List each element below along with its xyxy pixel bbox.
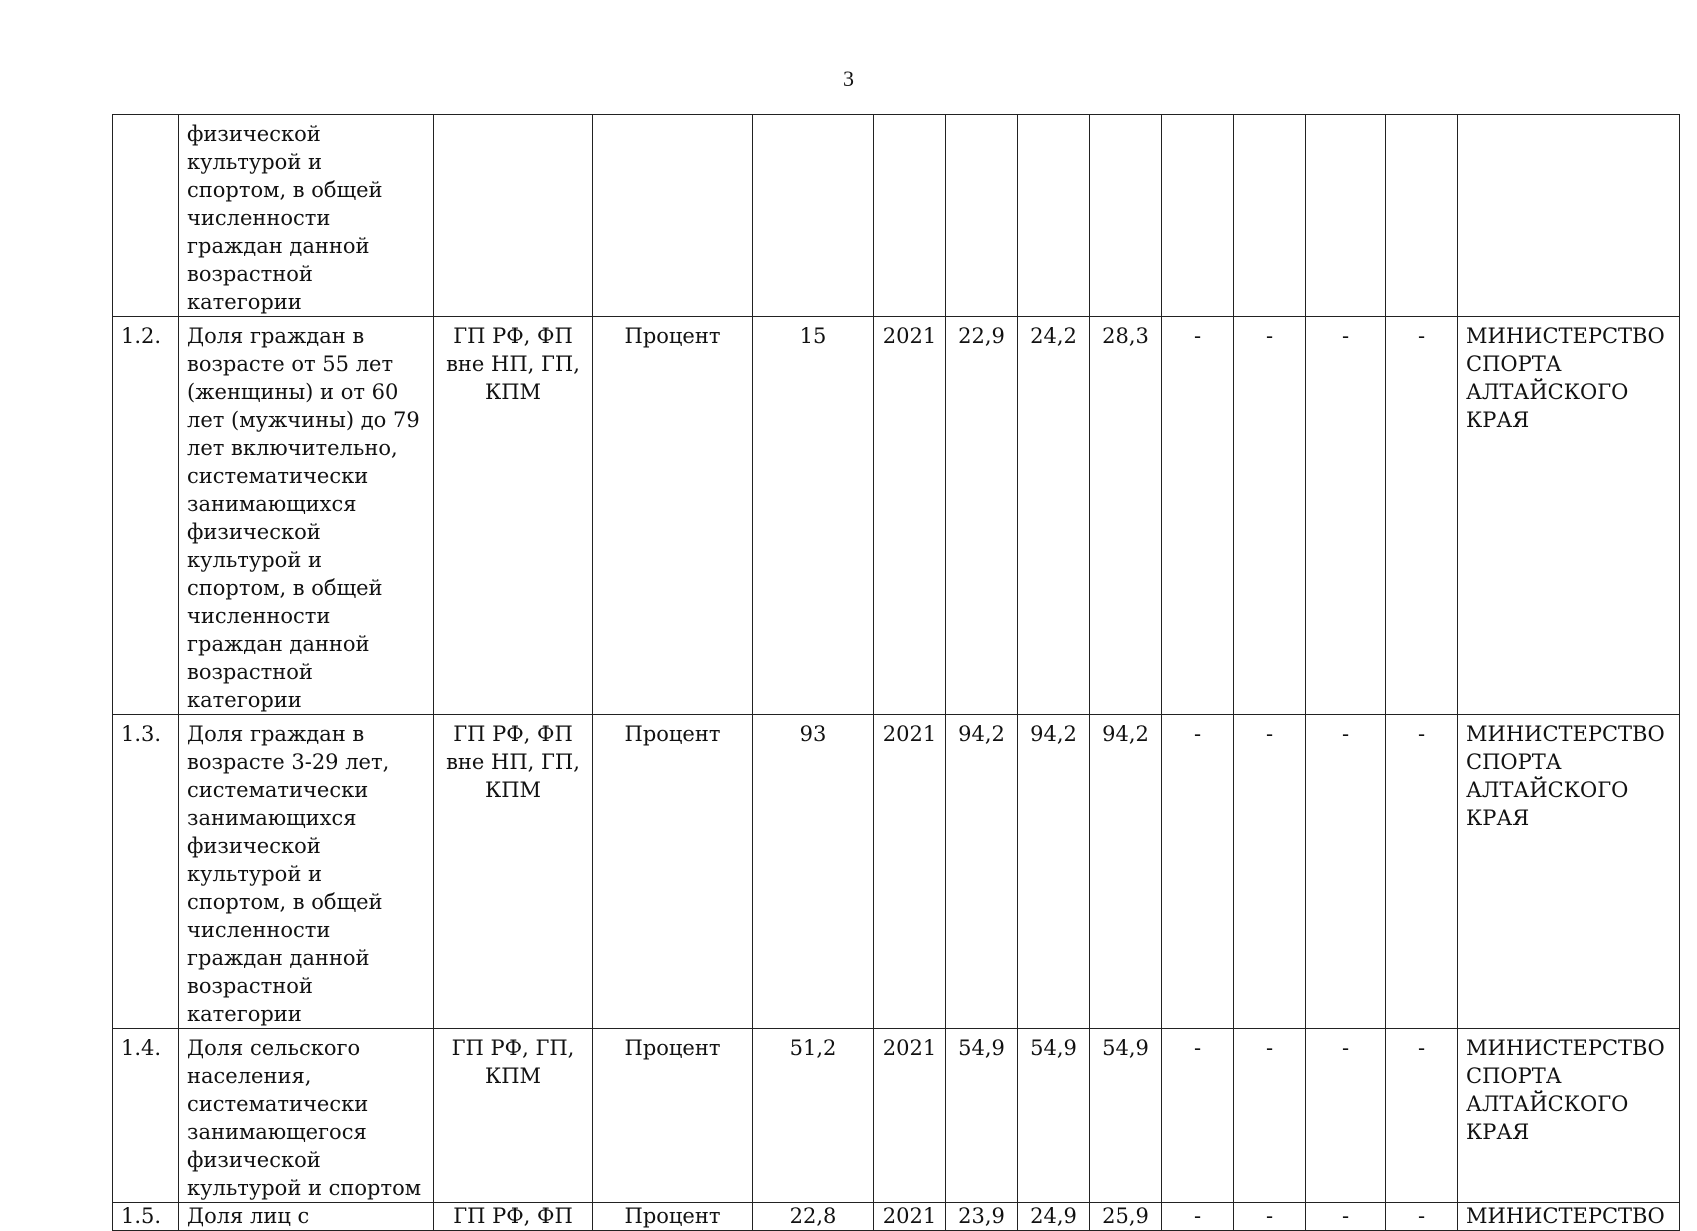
base-year-cell [874, 115, 946, 317]
page-number: 3 [843, 66, 854, 91]
table-row [113, 1029, 1680, 1203]
responsible-cell [1458, 115, 1680, 317]
value-cell-6 [1306, 115, 1386, 317]
base-value-cell: 93 [753, 715, 874, 1029]
value-cell-4: - [1162, 1029, 1234, 1203]
unit-cell: Процент [593, 317, 753, 715]
value-cell-7: - [1386, 1203, 1458, 1231]
value-cell-7: - [1386, 715, 1458, 1029]
table-row [113, 115, 1680, 317]
value-cell-1: 22,9 [946, 317, 1018, 715]
indicator-name: физической культурой и спортом, в общей численности граждан данной возрастной категории [179, 115, 434, 317]
value-cell-5 [1234, 115, 1306, 317]
value-cell-6: - [1306, 1029, 1386, 1203]
source-cell: ГП РФ, ФП [434, 1203, 593, 1231]
row-number: 1.3. [113, 715, 179, 1029]
unit-cell: Процент [593, 715, 753, 1029]
base-value-cell: 15 [753, 317, 874, 715]
value-cell-7: - [1386, 1029, 1458, 1203]
row-number: 1.4. [113, 1029, 179, 1203]
value-cell-2: 54,9 [1018, 1029, 1090, 1203]
value-cell-4 [1162, 115, 1234, 317]
unit-cell: Процент [593, 1029, 753, 1203]
value-cell-2 [1018, 115, 1090, 317]
source-cell: ГП РФ, ФП вне НП, ГП, КПМ [434, 715, 593, 1029]
value-cell-2: 24,2 [1018, 317, 1090, 715]
base-value-cell [753, 115, 874, 317]
source-cell: ГП РФ, ГП, КПМ [434, 1029, 593, 1203]
value-cell-7: - [1386, 317, 1458, 715]
table-row [113, 1203, 1680, 1231]
value-cell-1: 54,9 [946, 1029, 1018, 1203]
value-cell-3 [1090, 115, 1162, 317]
value-cell-5: - [1234, 1203, 1306, 1231]
table-row [113, 715, 1680, 1029]
value-cell-5: - [1234, 1029, 1306, 1203]
responsible-cell: МИНИСТЕРСТВО СПОРТА АЛТАЙСКОГО КРАЯ [1458, 1029, 1680, 1203]
table-row [113, 317, 1680, 715]
row-number [113, 115, 179, 317]
row-number: 1.5. [113, 1203, 179, 1231]
source-cell: ГП РФ, ФП вне НП, ГП, КПМ [434, 317, 593, 715]
value-cell-1 [946, 115, 1018, 317]
value-cell-2: 94,2 [1018, 715, 1090, 1029]
value-cell-2: 24,9 [1018, 1203, 1090, 1231]
unit-cell: Процент [593, 1203, 753, 1231]
value-cell-1: 94,2 [946, 715, 1018, 1029]
value-cell-4: - [1162, 317, 1234, 715]
value-cell-4: - [1162, 715, 1234, 1029]
indicator-name: Доля сельского населения, систематически занимающегося физической культурой и спортом [179, 1029, 434, 1203]
base-year-cell: 2021 [874, 317, 946, 715]
value-cell-5: - [1234, 317, 1306, 715]
value-cell-3: 54,9 [1090, 1029, 1162, 1203]
indicator-name: Доля граждан в возрасте 3-29 лет, систематически занимающихся физической культурой и спортом, в общей численности граждан данной возрастной категории [179, 715, 434, 1029]
indicators-table [112, 114, 1680, 1231]
responsible-cell: МИНИСТЕРСТВО СПОРТА АЛТАЙСКОГО КРАЯ [1458, 317, 1680, 715]
base-value-cell: 22,8 [753, 1203, 874, 1231]
indicator-name: Доля лиц с [179, 1203, 434, 1231]
value-cell-3: 25,9 [1090, 1203, 1162, 1231]
base-value-cell: 51,2 [753, 1029, 874, 1203]
value-cell-7 [1386, 115, 1458, 317]
value-cell-6: - [1306, 317, 1386, 715]
indicator-name: Доля граждан в возрасте от 55 лет (женщины) и от 60 лет (мужчины) до 79 лет включительно, систематически занимающихся физической культурой и спортом, в общей численности граждан данной возрастной категории [179, 317, 434, 715]
value-cell-6: - [1306, 1203, 1386, 1231]
base-year-cell: 2021 [874, 715, 946, 1029]
value-cell-5: - [1234, 715, 1306, 1029]
value-cell-3: 28,3 [1090, 317, 1162, 715]
value-cell-3: 94,2 [1090, 715, 1162, 1029]
row-number: 1.2. [113, 317, 179, 715]
responsible-cell: МИНИСТЕРСТВО [1458, 1203, 1680, 1231]
value-cell-6: - [1306, 715, 1386, 1029]
source-cell [434, 115, 593, 317]
unit-cell [593, 115, 753, 317]
value-cell-4: - [1162, 1203, 1234, 1231]
responsible-cell: МИНИСТЕРСТВО СПОРТА АЛТАЙСКОГО КРАЯ [1458, 715, 1680, 1029]
base-year-cell: 2021 [874, 1203, 946, 1231]
value-cell-1: 23,9 [946, 1203, 1018, 1231]
base-year-cell: 2021 [874, 1029, 946, 1203]
